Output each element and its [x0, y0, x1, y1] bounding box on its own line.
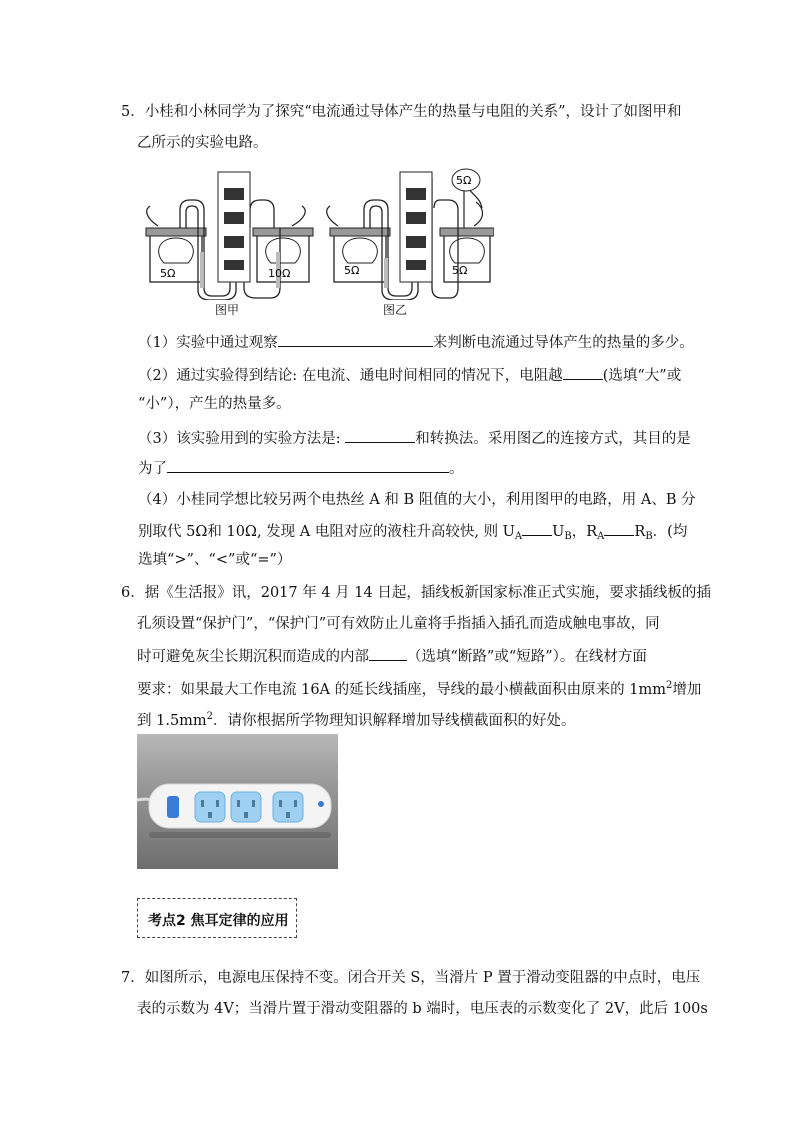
q5-sub4-sub-a2: A	[597, 531, 605, 542]
figure-jia-caption: 图甲	[215, 303, 240, 317]
q6-line5-text-a: 到 1.5mm	[137, 713, 207, 729]
q6-blank[interactable]	[369, 645, 407, 661]
q6-line5-sup: 2	[206, 711, 214, 722]
fig-jia-r-right: 10Ω	[268, 267, 291, 280]
q6-line5	[137, 707, 576, 731]
q6-line5-text-b: ．请你根据所学物理知识解释增加导线横截面积的好处。	[213, 713, 576, 729]
q5-sub4-text-c: U	[552, 524, 565, 540]
power-strip-photo	[137, 734, 338, 869]
q5-sub4-blank-2[interactable]	[604, 520, 634, 536]
q5-sub3	[138, 427, 691, 449]
q5-sub3-cont	[138, 457, 464, 479]
figure-jia	[140, 168, 315, 300]
q5-sub4-cont	[138, 520, 687, 547]
q5-sub4-blank-1[interactable]	[522, 520, 552, 536]
q5-sub1-blank[interactable]	[278, 331, 433, 347]
q5-sub4-text-d: ，R	[571, 524, 598, 540]
q5-sub2-text-a: （2）通过实验得到结论: 在电流、通电时间相同的情况下，电阻越	[138, 368, 563, 384]
q5-sub1-text-b: 来判断电流通过导体产生的热量的多少。	[432, 335, 694, 351]
q5-sub4-cont2: 选填“>”、“<”或“=”）	[138, 552, 292, 568]
q5-sub4-text-b: 别取代 5Ω和 10Ω, 发现 A 电阻对应的液柱升高较快, 则 U	[138, 524, 515, 540]
q5-sub2-text-b: (选填“大”或	[602, 368, 682, 384]
q7-line2: 表的示数为 4V；当滑片置于滑动变阻器的 b 端时，电压表的示数变化了 2V，此后 100s	[137, 1001, 708, 1017]
fig-yi-r-left: 5Ω	[344, 264, 360, 277]
q5-sub2-blank[interactable]	[563, 364, 603, 380]
q6-line1: 6．据《生活报》讯，2017 年 4 月 14 日起，插线板新国家标准正式实施，要求插线板的插	[121, 585, 711, 601]
q6-line4-text-a: 要求：如果最大工作电流 16A 的延长线插座，导线的最小横截面积由原来的 1mm	[137, 682, 666, 698]
q5-sub4-sub-b2: B	[645, 531, 653, 542]
q5-stem-line1: 5．小桂和小林同学为了探究“电流通过导体产生的热量与电阻的关系”，设计了如图甲和	[121, 104, 682, 120]
fig-yi-r-external: 5Ω	[456, 174, 472, 187]
q6-line3-text-a: 时可避免灰尘长期沉积而造成的内部	[137, 649, 369, 665]
q6-line3-text-b: （选填“断路”或“短路”）。在线材方面	[407, 649, 647, 665]
q5-sub1-text-a: （1）实验中通过观察	[138, 335, 278, 351]
q5-sub4-sub-b: B	[564, 531, 572, 542]
q5-sub4-text-e: R	[634, 524, 646, 540]
power-strip-image	[137, 734, 338, 869]
q5-sub2-cont: “小”），产生的热量多。	[138, 396, 291, 412]
q6-line4-sup: 2	[665, 680, 673, 691]
q5-sub4: （4）小桂同学想比较另两个电热丝 A 和 B 阻值的大小，利用图甲的电路，用 A、B 分	[138, 492, 696, 508]
q5-sub3-text-a: （3）该实验用到的实验方法是:	[138, 431, 341, 447]
q6-line4-text-b: 增加	[672, 682, 702, 698]
q5-sub3-blank-1[interactable]	[345, 427, 415, 443]
kaodian-box	[137, 898, 297, 938]
q6-line3	[137, 645, 647, 667]
figure-yi	[324, 168, 494, 300]
q5-sub4-sub-a: A	[514, 531, 523, 542]
q5-sub2	[138, 364, 681, 386]
q5-sub3-blank-2[interactable]	[167, 457, 449, 473]
q5-sub4-text-f: ．(均	[652, 524, 688, 540]
q5-sub1	[138, 331, 694, 353]
q6-line4	[137, 676, 701, 700]
q5-sub3-text-c: 为了	[138, 461, 167, 477]
fig-jia-r-left: 5Ω	[160, 267, 176, 280]
q5-stem-line2: 乙所示的实验电路。	[137, 135, 268, 151]
kaodian-label: 考点2 焦耳定律的应用	[148, 913, 289, 929]
figure-yi-caption: 图乙	[383, 303, 408, 317]
fig-yi-r-right: 5Ω	[452, 264, 468, 277]
q6-line2: 孔须设置“保护门”，“保护门”可有效防止儿童将手指插入插孔而造成触电事故，同	[137, 616, 660, 632]
q5-sub3-text-d: 。	[449, 461, 464, 477]
q5-sub3-text-b: 和转换法。采用图乙的连接方式，其目的是	[415, 431, 691, 447]
q7-line1: 7．如图所示，电源电压保持不变。闭合开关 S，当滑片 P 置于滑动变阻器的中点时，电压	[121, 970, 701, 986]
